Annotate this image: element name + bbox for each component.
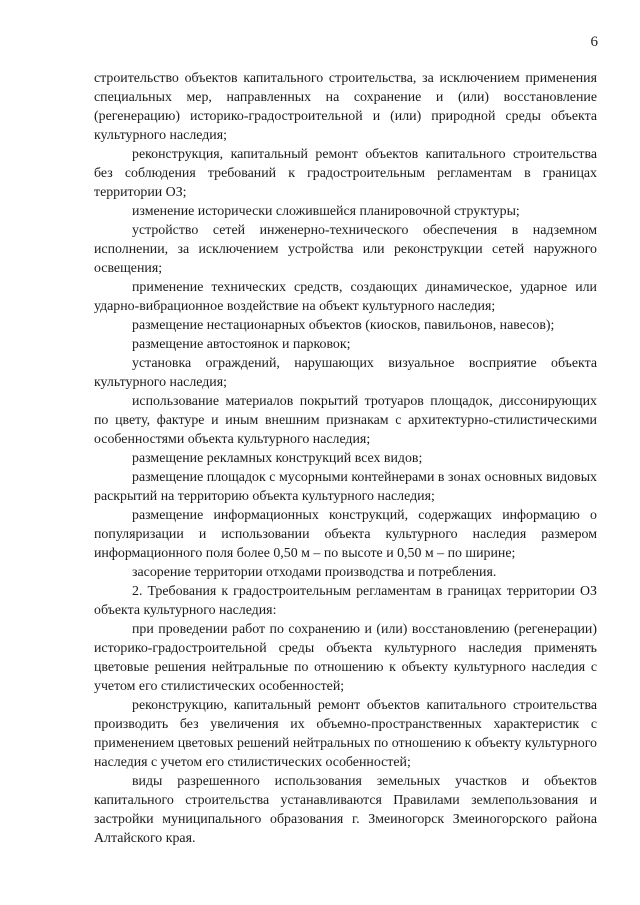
paragraph-16: реконструкцию, капитальный ремонт объектов капитального строительства производить без увеличения их объемно-пространственных характеристик с применением цветовых решений нейтральных по отношению к объекту культурного наследия с учетом его стилистических особенностей; bbox=[94, 698, 597, 770]
paragraph-11: размещение площадок с мусорными контейнерами в зонах основных видовых раскрытий на территорию объекта культурного наследия; bbox=[94, 470, 597, 504]
paragraph-15: при проведении работ по сохранению и (или) восстановлению (регенерации) историко-градостроительной среды объекта культурного наследия применять цветовые решения нейтральные по отношению к объекту культурного наследия с учетом его стилистических особенностей; bbox=[94, 622, 597, 694]
paragraph-13: засорение территории отходами производства и потребления. bbox=[132, 565, 497, 580]
paragraph-6: размещение нестационарных объектов (киосков, павильонов, навесов); bbox=[132, 318, 555, 333]
page-number: 6 bbox=[590, 34, 598, 50]
paragraph-4: устройство сетей инженерно-технического обеспечения в надземном исполнении, за исключением устройства или реконструкции сетей наружного освещения; bbox=[94, 223, 597, 276]
paragraph-10: размещение рекламных конструкций всех видов; bbox=[132, 451, 423, 466]
paragraph-8: установка ограждений, нарушающих визуальное восприятие объекта культурного наследия; bbox=[94, 356, 597, 390]
paragraph-17: виды разрешенного использования земельных участков и объектов капитального строительства устанавливаются Правилами землепользования и застройки муниципального образования г. Змеиногорск Змеиногорского района Алтайского края. bbox=[94, 774, 597, 846]
document-body bbox=[94, 69, 597, 848]
paragraph-14: 2. Требования к градостроительным регламентам в границах территории ОЗ объекта культурного наследия: bbox=[94, 584, 597, 618]
paragraph-2: реконструкция, капитальный ремонт объектов капитального строительства без соблюдения требований к градостроительным регламентам в границах территории ОЗ; bbox=[94, 147, 597, 200]
paragraph-1: строительство объектов капитального строительства, за исключением применения специальных мер, направленных на сохранение и (или) восстановление (регенерацию) историко-градостроительной и (или) природной среды объекта культурного наследия; bbox=[94, 71, 597, 143]
paragraph-9: использование материалов покрытий тротуаров площадок, диссонирующих по цвету, фактуре и иным внешним признакам с архитектурно-стилистическими особенностями объекта культурного наследия; bbox=[94, 394, 597, 447]
paragraph-3: изменение исторически сложившейся планировочной структуры; bbox=[132, 204, 520, 219]
paragraph-5: применение технических средств, создающих динамическое, ударное или ударно-вибрационное воздействие на объект культурного наследия; bbox=[94, 280, 597, 314]
paragraph-7: размещение автостоянок и парковок; bbox=[132, 337, 351, 352]
paragraph-12: размещение информационных конструкций, содержащих информацию о популяризации и использовании объекта культурного наследия размером информационного поля более 0,50 м – по высоте и 0,50 м – по ширине; bbox=[94, 508, 597, 561]
